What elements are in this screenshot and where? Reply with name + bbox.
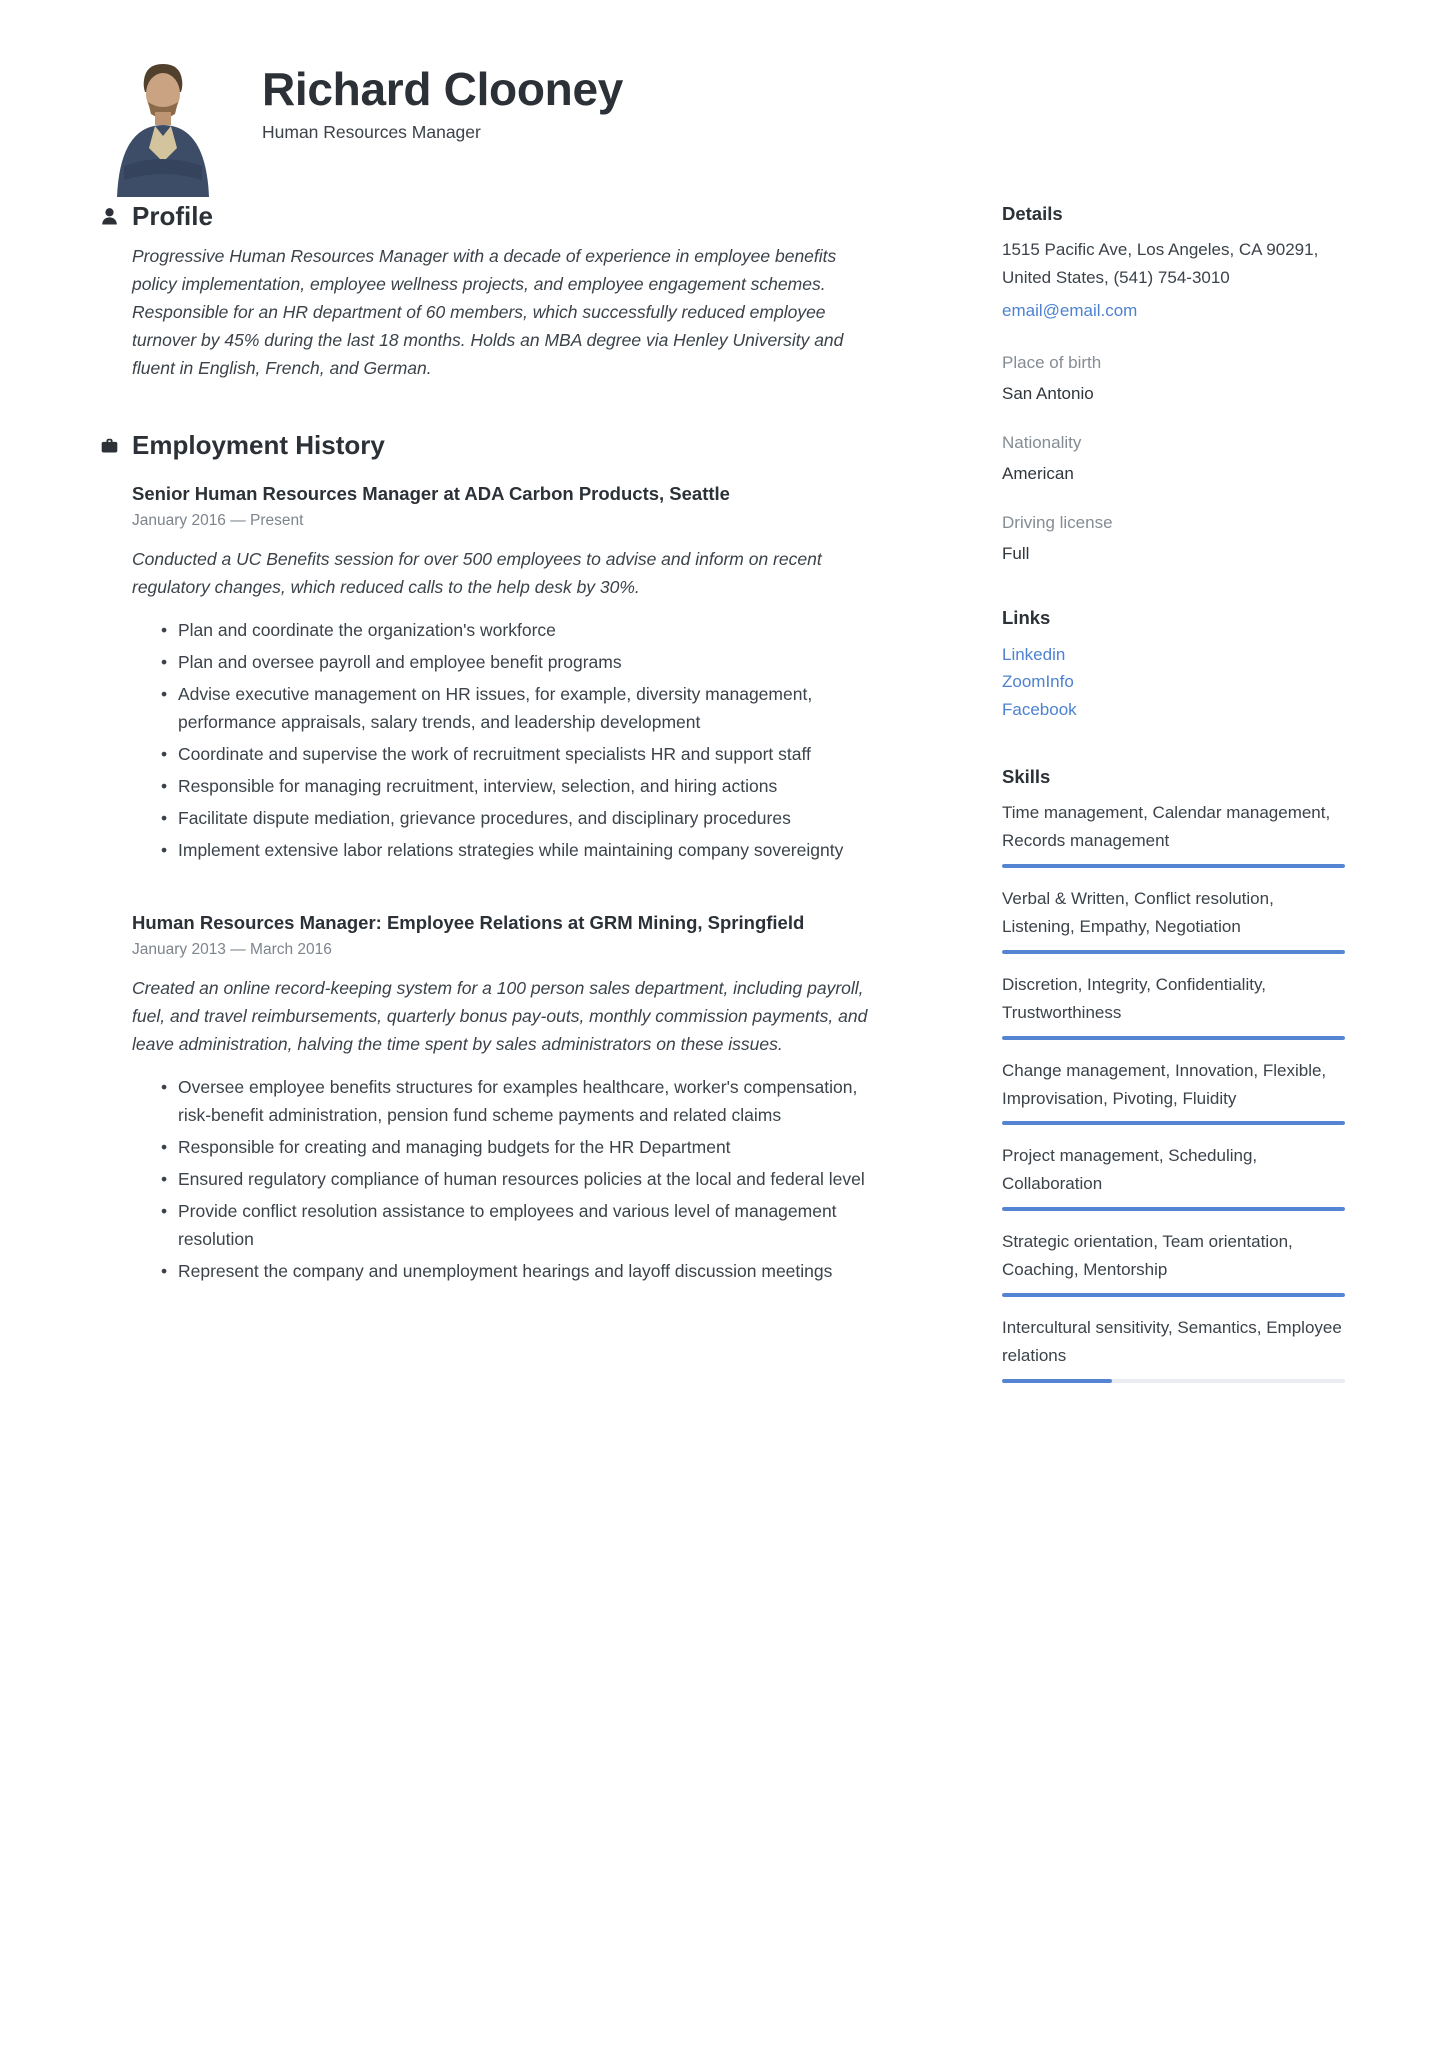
- job-dates: January 2013 — March 2016: [132, 941, 332, 958]
- skill-level-fill: [1002, 1121, 1345, 1125]
- profile-text: Progressive Human Resources Manager with a decade of experience in employee benefits policy implementation, employee wellness projects, and employee engagement schemes. Responsible for an HR department of 60 members, which successfully reduced employee turnover by 45% during the last 18 months. Holds an MBA degree via Henley University and fluent in English, French, and German.: [132, 246, 844, 379]
- field-label: Nationality: [1002, 433, 1082, 452]
- skill-text: Project management, Scheduling, Collaboration: [1002, 1146, 1258, 1194]
- skill-text: Discretion, Integrity, Confidentiality, Trustworthiness: [1002, 974, 1266, 1022]
- job-summary: Conducted a UC Benefits session for over 500 employees to advise and inform on recent regulatory changes, which reduced calls to the help desk by 30%.: [132, 549, 822, 598]
- job-bullet-list: [132, 1073, 890, 1285]
- skill-level-bar: [1002, 1379, 1345, 1383]
- skill-item: [1002, 971, 1345, 1040]
- job-bullet: • Plan and coordinate the organization's workforce: [178, 616, 890, 644]
- main-column: [100, 201, 890, 1400]
- job-bullet: • Responsible for creating and managing budgets for the HR Department: [178, 1133, 890, 1161]
- detail-field-nationality: [1002, 432, 1345, 485]
- job-title: Senior Human Resources Manager at ADA Carbon Products, Seattle: [132, 483, 730, 505]
- job-bullet: • Implement extensive labor relations strategies while maintaining company sovereignty: [178, 836, 890, 864]
- address-text: 1515 Pacific Ave, Los Angeles, CA 90291, United States, (541) 754-3010: [1002, 240, 1319, 288]
- job-bullet: • Coordinate and supervise the work of recruitment specialists HR and support staff: [178, 740, 890, 768]
- resume-header: [0, 0, 1448, 197]
- skill-level-fill: [1002, 1036, 1345, 1040]
- link-facebook[interactable]: Facebook: [1002, 700, 1077, 720]
- employment-section-head: [100, 430, 890, 461]
- skill-item: [1002, 1057, 1345, 1126]
- person-title: Human Resources Manager: [262, 121, 481, 142]
- profile-heading: Profile: [132, 201, 213, 231]
- job-bullet: • Plan and oversee payroll and employee benefit programs: [178, 648, 890, 676]
- links-heading: Links: [1002, 607, 1051, 629]
- link-linkedin[interactable]: Linkedin: [1002, 644, 1066, 664]
- skill-level-bar: [1002, 1207, 1345, 1211]
- profile-photo: [100, 54, 226, 197]
- job-bullet: • Represent the company and unemployment hearings and layoff discussion meetings: [178, 1257, 890, 1285]
- skill-level-fill: [1002, 1207, 1345, 1211]
- name-block: [262, 54, 623, 197]
- detail-field-place-of-birth: [1002, 352, 1345, 405]
- field-value: San Antonio: [1002, 383, 1094, 403]
- skill-level-fill: [1002, 950, 1345, 954]
- skill-level-fill: [1002, 1293, 1345, 1297]
- skill-level-bar: [1002, 1293, 1345, 1297]
- job-summary: Created an online record-keeping system for a 100 person sales department, including payroll, fuel, and travel reimbursements, quarterly bonus pay-outs, monthly commission payments, and leave administration, halving the time spent by sales administrators on these issues.: [132, 978, 868, 1054]
- link-zoominfo[interactable]: ZoomInfo: [1002, 672, 1074, 692]
- skills-heading: Skills: [1002, 766, 1051, 788]
- skill-item: [1002, 799, 1345, 868]
- field-label: Driving license: [1002, 513, 1113, 533]
- details-heading: Details: [1002, 203, 1063, 224]
- job-bullet: • Provide conflict resolution assistance to employees and various level of management resolution: [178, 1197, 890, 1253]
- job-entry: [132, 481, 890, 864]
- job-bullet: • Responsible for managing recruitment, interview, selection, and hiring actions: [178, 772, 890, 800]
- skill-level-bar: [1002, 1121, 1345, 1125]
- skills-section: [1002, 766, 1345, 1382]
- job-bullet: • Advise executive management on HR issues, for example, diversity management, performance appraisals, salary trends, and leadership development: [178, 680, 890, 736]
- person-icon: [100, 207, 119, 226]
- content-columns: [0, 201, 1448, 1400]
- skill-level-bar: [1002, 864, 1345, 868]
- skill-level-fill: [1002, 1379, 1112, 1383]
- skill-text: Change management, Innovation, Flexible, Improvisation, Pivoting, Fluidity: [1002, 1060, 1327, 1108]
- details-section: [1002, 203, 1345, 565]
- skill-level-fill: [1002, 864, 1345, 868]
- links-section: [1002, 607, 1345, 724]
- profile-photo-image: [100, 54, 226, 197]
- briefcase-icon: [100, 436, 119, 455]
- skill-text: Verbal & Written, Conflict resolution, Listening, Empathy, Negotiation: [1002, 889, 1274, 936]
- profile-section-head: [100, 201, 890, 232]
- employment-heading: Employment History: [132, 430, 385, 461]
- job-dates: January 2016 — Present: [132, 512, 304, 530]
- skill-item: [1002, 1228, 1345, 1297]
- job-entry: [132, 910, 890, 1285]
- skill-item: [1002, 1142, 1345, 1211]
- job-bullet: • Facilitate dispute mediation, grievance procedures, and disciplinary procedures: [178, 804, 890, 832]
- profile-section: [100, 201, 890, 382]
- skill-text: Intercultural sensitivity, Semantics, Employee relations: [1002, 1317, 1342, 1365]
- email-link[interactable]: email@email.com: [1002, 300, 1138, 320]
- skill-level-bar: [1002, 1036, 1345, 1040]
- skill-text: Strategic orientation, Team orientation, Coaching, Mentorship: [1002, 1232, 1293, 1279]
- field-value: American: [1002, 464, 1074, 484]
- skill-text: Time management, Calendar management, Records management: [1002, 803, 1331, 851]
- job-bullet: • Oversee employee benefits structures for examples healthcare, worker's compensation, risk-benefit administration, pension fund scheme payments and related claims: [178, 1073, 890, 1129]
- job-title: Human Resources Manager: Employee Relations at GRM Mining, Springfield: [132, 912, 805, 934]
- employment-section: [100, 430, 890, 1285]
- job-bullet-list: [132, 616, 890, 864]
- sidebar: [1002, 201, 1345, 1400]
- field-label: Place of birth: [1002, 352, 1102, 372]
- detail-field-driving-license: [1002, 512, 1345, 565]
- person-name: Richard Clooney: [262, 63, 624, 115]
- skill-level-bar: [1002, 950, 1345, 954]
- job-bullet: • Ensured regulatory compliance of human resources policies at the local and federal level: [178, 1165, 890, 1193]
- skill-item: [1002, 1314, 1345, 1383]
- field-value: Full: [1002, 544, 1030, 564]
- skill-item: [1002, 885, 1345, 954]
